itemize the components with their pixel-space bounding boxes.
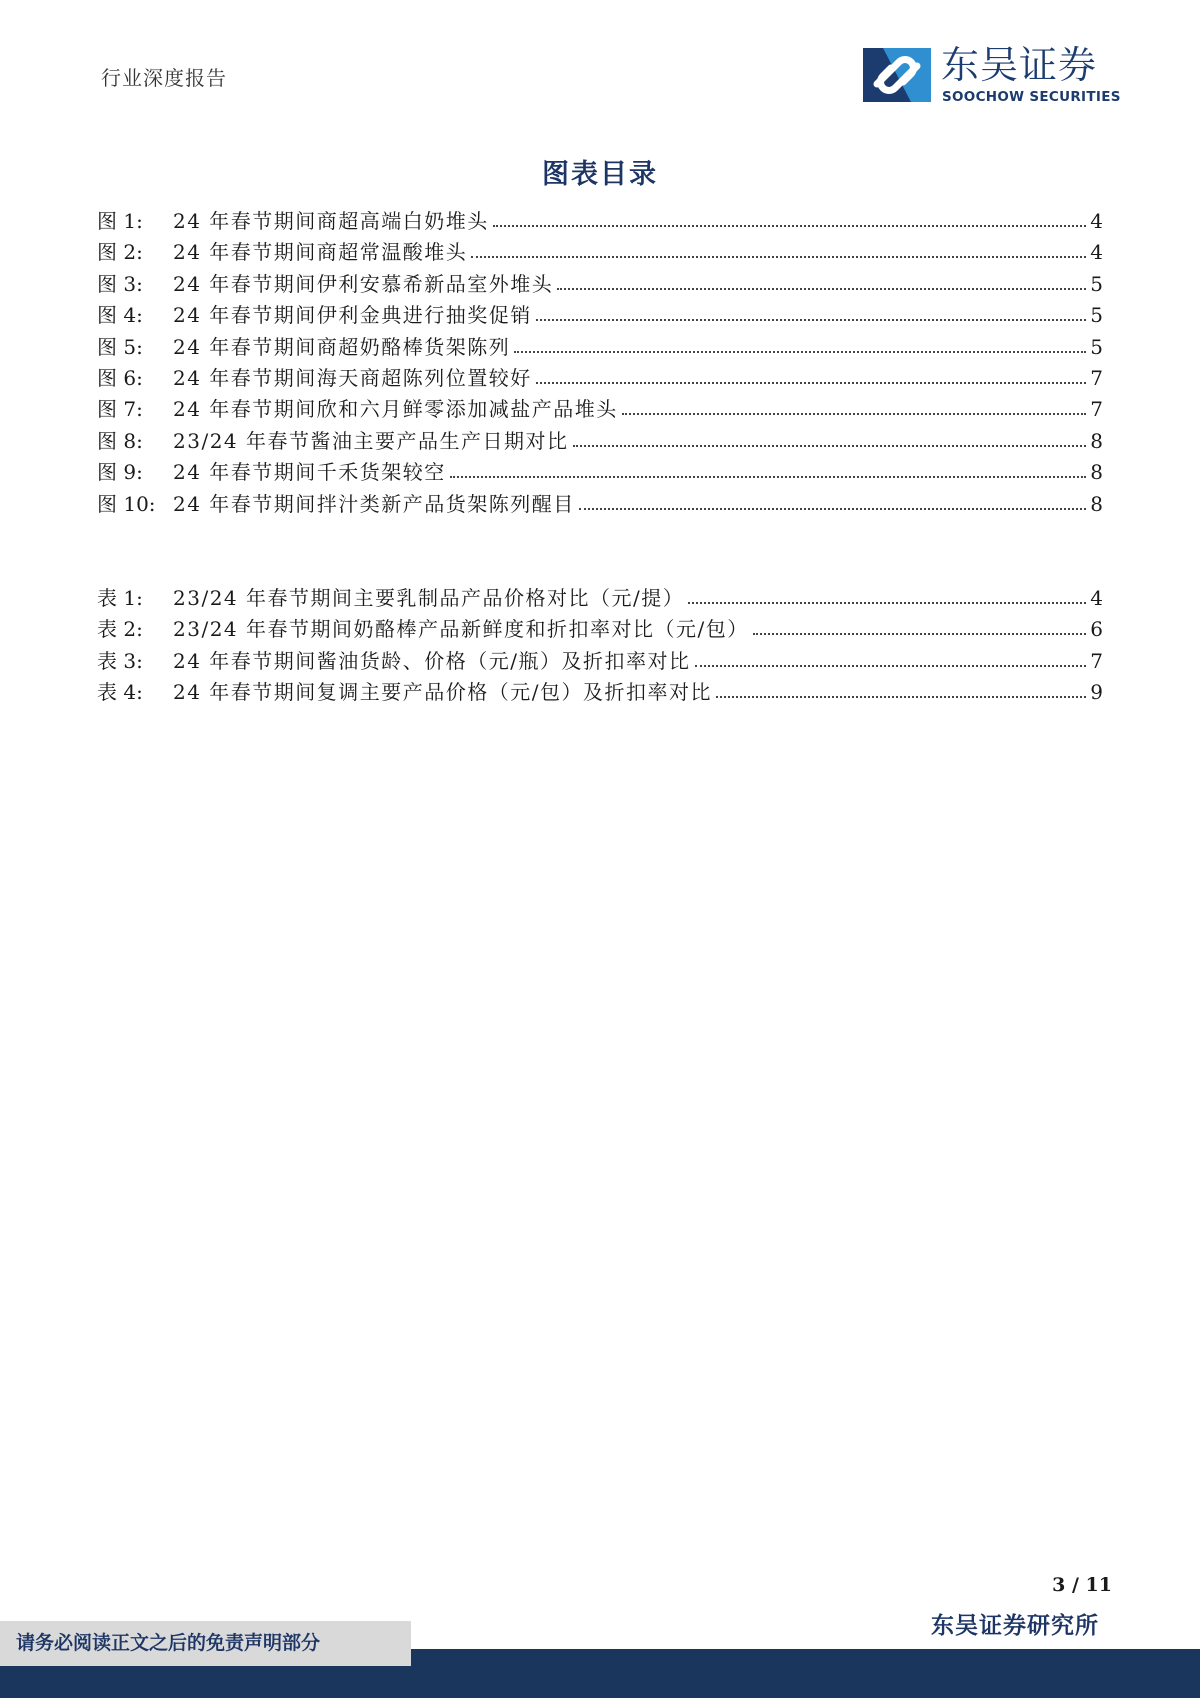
logo-name-cn: 东吴证券 — [941, 43, 1098, 87]
entry-page: 9 — [1090, 680, 1103, 705]
entry-page: 4 — [1090, 209, 1103, 233]
entry-page: 7 — [1090, 366, 1103, 390]
entry-label: 图 2: — [97, 240, 143, 265]
entry-page: 5 — [1090, 271, 1103, 296]
leader-dots — [695, 665, 1087, 667]
leader-dots — [622, 413, 1086, 415]
toc-figure-entry[interactable] — [97, 362, 1103, 390]
entry-title: 24 年春节期间伊利安慕希新品室外堆头 — [173, 271, 554, 296]
institute-name: 东吴证券研究所 — [931, 1612, 1099, 1639]
entry-label: 图 4: — [97, 303, 143, 328]
leader-dots — [471, 256, 1086, 258]
entry-label: 表 4: — [97, 680, 143, 705]
disclaimer-text: 请务必阅读正文之后的免责声明部分 — [16, 1632, 321, 1654]
entry-label: 图 1: — [97, 209, 143, 233]
entry-title: 24 年春节期间伊利金典进行抽奖促销 — [173, 303, 532, 328]
toc-table-entry[interactable] — [97, 582, 1103, 610]
soochow-logo-icon — [863, 48, 931, 102]
leader-dots — [557, 288, 1086, 290]
entry-label: 表 2: — [97, 617, 143, 642]
disclaimer-box — [0, 1621, 411, 1666]
entry-page: 8 — [1090, 428, 1103, 453]
entry-title: 24 年春节期间复调主要产品价格（元/包）及折扣率对比 — [173, 680, 713, 705]
entry-label: 图 5: — [97, 334, 143, 359]
entry-label: 图 9: — [97, 460, 143, 485]
entry-title: 23/24 年春节期间奶酪棒产品新鲜度和折扣率对比（元/包） — [173, 617, 749, 642]
leader-dots — [716, 696, 1086, 698]
entry-title: 24 年春节期间拌汁类新产品货架陈列醒目 — [173, 491, 575, 516]
entry-page: 7 — [1090, 397, 1103, 422]
entry-label: 图 7: — [97, 397, 143, 422]
entry-page: 5 — [1090, 303, 1103, 328]
leader-dots — [579, 508, 1086, 510]
page-number: 3 / 11 — [1052, 1574, 1112, 1596]
entry-title: 23/24 年春节酱油主要产品生产日期对比 — [173, 428, 569, 453]
toc-figure-entry[interactable] — [97, 488, 1103, 516]
entry-label: 图 3: — [97, 271, 143, 296]
entry-title: 24 年春节期间欣和六月鲜零添加减盐产品堆头 — [173, 397, 618, 422]
entry-title: 24 年春节期间商超奶酪棒货架陈列 — [173, 334, 511, 359]
toc-figure-entry[interactable] — [97, 425, 1103, 453]
leader-dots — [493, 225, 1086, 227]
company-logo — [863, 43, 1121, 107]
entry-page: 6 — [1090, 617, 1103, 642]
leader-dots — [573, 445, 1087, 447]
leader-dots — [753, 633, 1087, 635]
entry-title: 23/24 年春节期间主要乳制品产品价格对比（元/提） — [173, 586, 685, 610]
entry-title: 24 年春节期间千禾货架较空 — [173, 460, 446, 485]
entry-label: 表 1: — [97, 586, 143, 610]
toc-figure-entry[interactable] — [97, 393, 1103, 421]
leader-dots — [514, 351, 1086, 353]
leader-dots — [450, 476, 1086, 478]
toc-table-entry[interactable] — [97, 676, 1103, 704]
toc-table-entry[interactable] — [97, 613, 1103, 641]
leader-dots — [536, 382, 1086, 384]
entry-page: 5 — [1090, 334, 1103, 359]
toc-figure-entry[interactable] — [97, 299, 1103, 327]
toc-figure-entry[interactable] — [97, 268, 1103, 296]
toc-figure-entry[interactable] — [97, 236, 1103, 264]
toc-table-entry[interactable] — [97, 645, 1103, 673]
entry-label: 图 10: — [97, 491, 156, 516]
entry-page: 7 — [1090, 648, 1103, 673]
entry-title: 24 年春节期间商超常温酸堆头 — [173, 240, 468, 265]
entry-label: 表 3: — [97, 648, 143, 673]
logo-name-en: SOOCHOW SECURITIES — [942, 89, 1121, 105]
entry-page: 4 — [1090, 240, 1103, 265]
entry-page: 4 — [1090, 586, 1103, 610]
toc-figure-entry[interactable] — [97, 456, 1103, 484]
toc-figure-entry[interactable] — [97, 331, 1103, 359]
entry-label: 图 6: — [97, 366, 143, 390]
toc-title: 图表目录 — [542, 159, 658, 190]
entry-title: 24 年春节期间商超高端白奶堆头 — [173, 209, 489, 233]
leader-dots — [688, 602, 1086, 604]
entry-title: 24 年春节期间海天商超陈列位置较好 — [173, 366, 532, 390]
entry-label: 图 8: — [97, 428, 143, 453]
report-category: 行业深度报告 — [101, 66, 227, 90]
leader-dots — [536, 319, 1086, 321]
entry-page: 8 — [1090, 460, 1103, 485]
toc-figure-entry[interactable] — [97, 205, 1103, 233]
entry-page: 8 — [1090, 491, 1103, 516]
entry-title: 24 年春节期间酱油货龄、价格（元/瓶）及折扣率对比 — [173, 648, 691, 673]
